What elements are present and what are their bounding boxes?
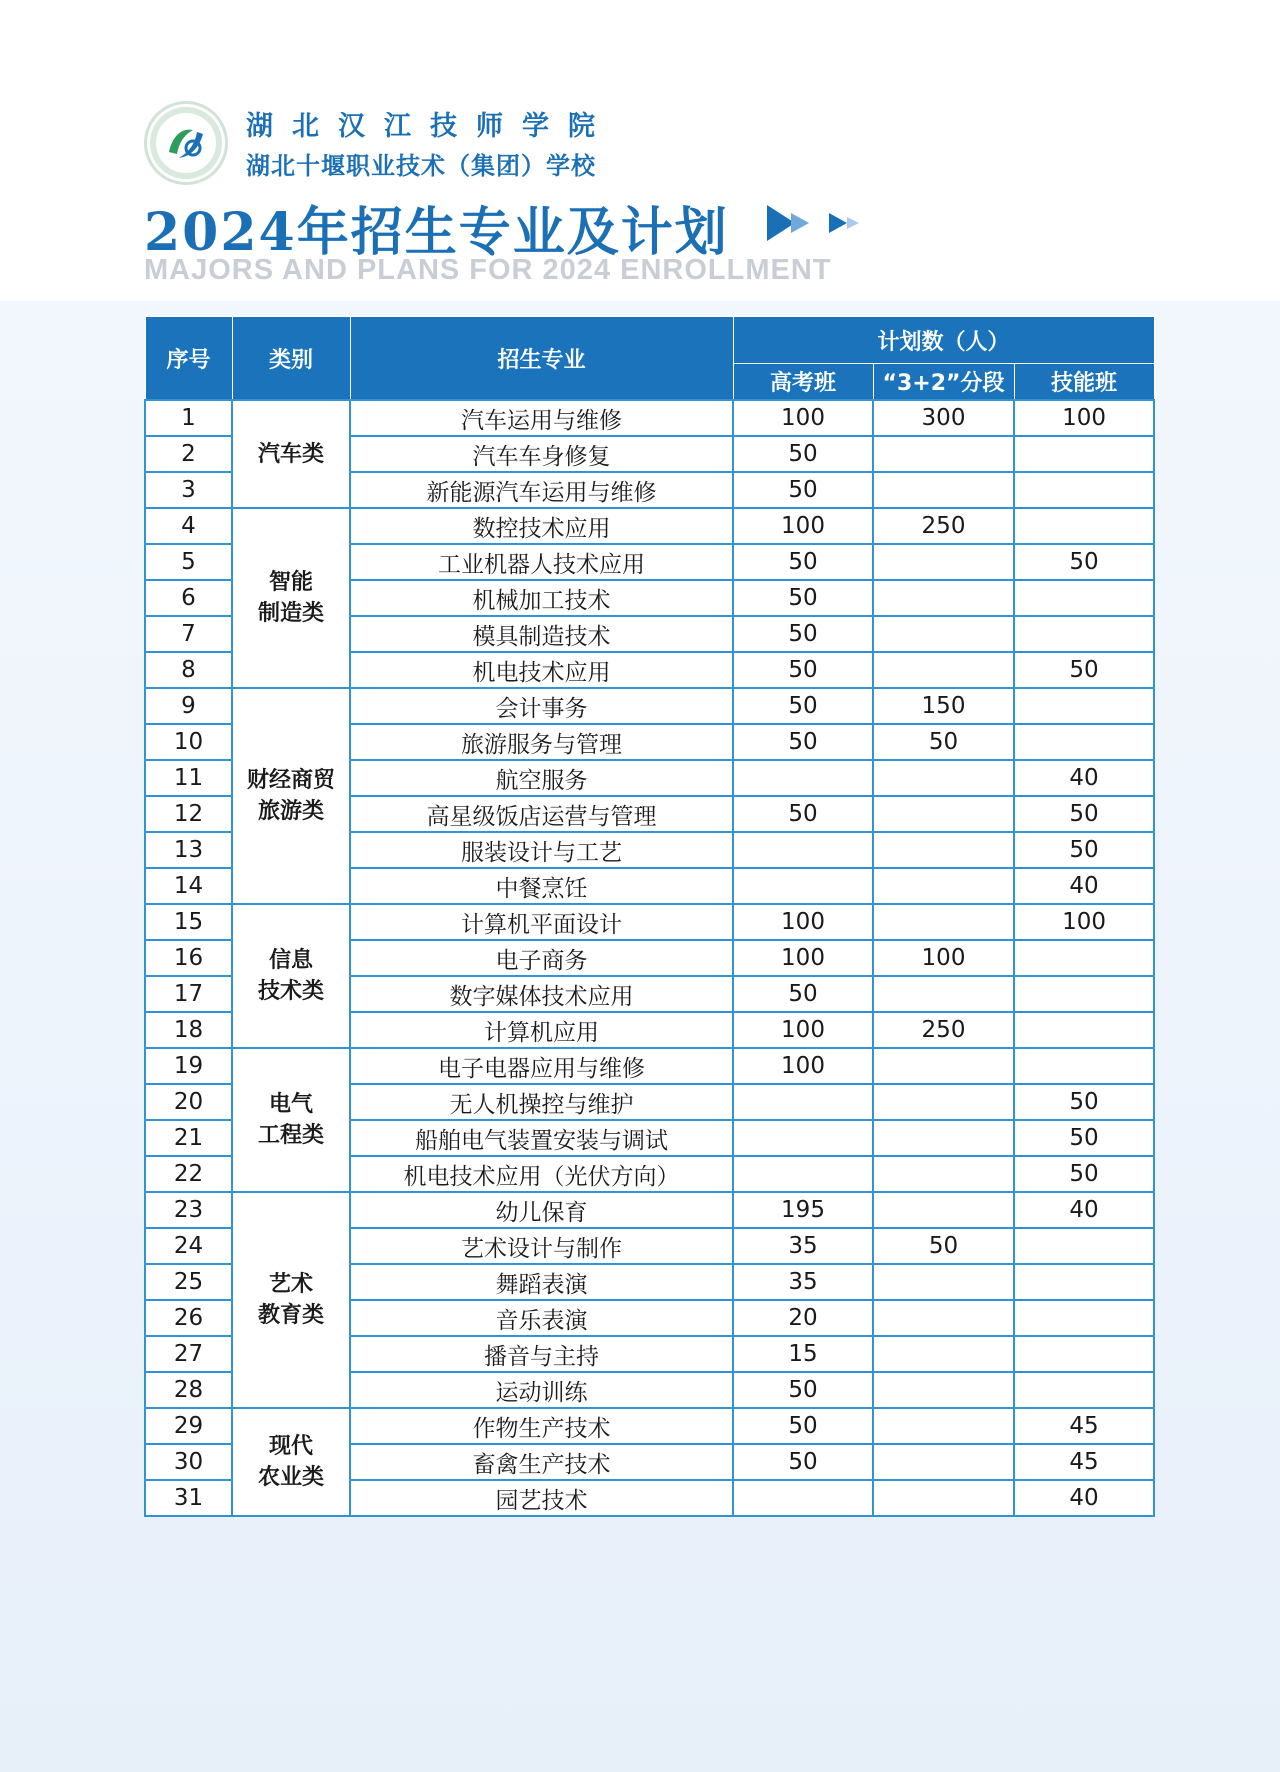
category-label-line: 智能: [268, 570, 313, 595]
three-two-count: [873, 1444, 1014, 1480]
table-row: [145, 688, 1154, 724]
skill-count: [1014, 1264, 1154, 1300]
three-two-count: [873, 1120, 1014, 1156]
gaokao-count: 50: [733, 688, 873, 724]
major-name: 汽车运用与维修: [350, 400, 733, 436]
gaokao-count: [733, 1084, 873, 1120]
row-number: 30: [145, 1444, 232, 1480]
three-two-count: [873, 904, 1014, 940]
major-name: 旅游服务与管理: [350, 724, 733, 760]
gaokao-count: 50: [733, 436, 873, 472]
header-three-two: “3+2”分段: [873, 364, 1014, 401]
row-number: 8: [145, 652, 232, 688]
skill-count: 45: [1014, 1408, 1154, 1444]
major-name: 电子商务: [350, 940, 733, 976]
major-name: 机电技术应用（光伏方向）: [350, 1156, 733, 1192]
three-two-count: 50: [873, 1228, 1014, 1264]
major-name: 数控技术应用: [350, 508, 733, 544]
row-number: 22: [145, 1156, 232, 1192]
gaokao-count: [733, 760, 873, 796]
major-name: 计算机平面设计: [350, 904, 733, 940]
school-name-primary: 湖北汉江技师学院: [246, 111, 614, 142]
gaokao-count: 20: [733, 1300, 873, 1336]
major-name: 音乐表演: [350, 1300, 733, 1336]
row-number: 16: [145, 940, 232, 976]
page-title: 2024年招生专业及计划: [144, 202, 729, 263]
three-two-count: [873, 1300, 1014, 1336]
row-number: 1: [145, 400, 232, 436]
major-name: 服装设计与工艺: [350, 832, 733, 868]
header-no: 序号: [145, 317, 232, 401]
major-name: 新能源汽车运用与维修: [350, 472, 733, 508]
table-body: [145, 400, 1154, 1516]
header-skill: 技能班: [1014, 364, 1154, 401]
skill-count: 100: [1014, 904, 1154, 940]
row-number: 20: [145, 1084, 232, 1120]
three-two-count: [873, 580, 1014, 616]
table-row: [145, 1192, 1154, 1228]
category-label-line: 旅游类: [257, 799, 324, 824]
row-number: 21: [145, 1120, 232, 1156]
skill-count: 50: [1014, 544, 1154, 580]
three-two-count: [873, 868, 1014, 904]
table-row: [145, 508, 1154, 544]
skill-count: [1014, 1372, 1154, 1408]
row-number: 23: [145, 1192, 232, 1228]
skill-count: [1014, 940, 1154, 976]
skill-count: 50: [1014, 796, 1154, 832]
row-number: 31: [145, 1480, 232, 1516]
row-number: 4: [145, 508, 232, 544]
category-label-line: 财经商贸: [246, 768, 335, 793]
skill-count: 50: [1014, 832, 1154, 868]
row-number: 27: [145, 1336, 232, 1372]
row-number: 26: [145, 1300, 232, 1336]
three-two-count: [873, 1372, 1014, 1408]
table-row: [145, 904, 1154, 940]
three-two-count: [873, 1192, 1014, 1228]
category-label-line: 技术类: [257, 979, 324, 1004]
row-number: 17: [145, 976, 232, 1012]
header-major: 招生专业: [350, 317, 733, 401]
skill-count: 40: [1014, 1192, 1154, 1228]
skill-count: 50: [1014, 1084, 1154, 1120]
major-name: 无人机操控与维护: [350, 1084, 733, 1120]
gaokao-count: 50: [733, 796, 873, 832]
school-name-secondary: 湖北十堰职业技术（集团）学校: [246, 152, 596, 180]
skill-count: [1014, 1012, 1154, 1048]
row-number: 25: [145, 1264, 232, 1300]
three-two-count: [873, 1084, 1014, 1120]
skill-count: [1014, 580, 1154, 616]
skill-count: [1014, 1048, 1154, 1084]
major-name: 艺术设计与制作: [350, 1228, 733, 1264]
major-name: 园艺技术: [350, 1480, 733, 1516]
row-number: 7: [145, 616, 232, 652]
three-two-count: [873, 1264, 1014, 1300]
gaokao-count: 50: [733, 1444, 873, 1480]
category-label-line: 教育类: [257, 1303, 324, 1328]
category-cell: [232, 1408, 350, 1516]
skill-count: [1014, 724, 1154, 760]
gaokao-count: 50: [733, 976, 873, 1012]
header-category: 类别: [232, 317, 350, 401]
major-name: 幼儿保育: [350, 1192, 733, 1228]
skill-count: 100: [1014, 400, 1154, 436]
skill-count: [1014, 1300, 1154, 1336]
skill-count: [1014, 472, 1154, 508]
three-two-count: [873, 544, 1014, 580]
row-number: 14: [145, 868, 232, 904]
three-two-count: [873, 616, 1014, 652]
row-number: 19: [145, 1048, 232, 1084]
gaokao-count: 50: [733, 1408, 873, 1444]
gaokao-count: 195: [733, 1192, 873, 1228]
header-plan-count: 计划数（人）: [733, 317, 1154, 364]
three-two-count: [873, 472, 1014, 508]
row-number: 28: [145, 1372, 232, 1408]
row-number: 12: [145, 796, 232, 832]
gaokao-count: 35: [733, 1264, 873, 1300]
skill-count: [1014, 688, 1154, 724]
gaokao-count: 50: [733, 472, 873, 508]
three-two-count: 300: [873, 400, 1014, 436]
major-name: 高星级饭店运营与管理: [350, 796, 733, 832]
skill-count: 40: [1014, 868, 1154, 904]
three-two-count: [873, 976, 1014, 1012]
major-name: 畜禽生产技术: [350, 1444, 733, 1480]
skill-count: [1014, 976, 1154, 1012]
row-number: 3: [145, 472, 232, 508]
gaokao-count: [733, 868, 873, 904]
major-name: 中餐烹饪: [350, 868, 733, 904]
table-row: [145, 1048, 1154, 1084]
gaokao-count: 100: [733, 1012, 873, 1048]
category-cell: [232, 1192, 350, 1408]
row-number: 15: [145, 904, 232, 940]
gaokao-count: 15: [733, 1336, 873, 1372]
category-label-line: 艺术: [268, 1272, 313, 1297]
skill-count: [1014, 1336, 1154, 1372]
page-subtitle-english: MAJORS AND PLANS FOR 2024 ENROLLMENT: [144, 254, 832, 286]
three-two-count: [873, 832, 1014, 868]
major-name: 作物生产技术: [350, 1408, 733, 1444]
major-name: 机械加工技术: [350, 580, 733, 616]
table-row: [145, 1408, 1154, 1444]
gaokao-count: 100: [733, 1048, 873, 1084]
skill-count: 50: [1014, 1120, 1154, 1156]
major-name: 播音与主持: [350, 1336, 733, 1372]
row-number: 13: [145, 832, 232, 868]
gaokao-count: [733, 1480, 873, 1516]
category-cell: [232, 400, 350, 508]
gaokao-count: 50: [733, 580, 873, 616]
gaokao-count: 50: [733, 652, 873, 688]
category-label-line: 汽车类: [257, 441, 324, 467]
gaokao-count: 50: [733, 1372, 873, 1408]
row-number: 2: [145, 436, 232, 472]
category-label-line: 现代: [268, 1434, 313, 1459]
row-number: 24: [145, 1228, 232, 1264]
gaokao-count: [733, 1120, 873, 1156]
three-two-count: [873, 1048, 1014, 1084]
three-two-count: 50: [873, 724, 1014, 760]
skill-count: [1014, 436, 1154, 472]
three-two-count: 100: [873, 940, 1014, 976]
skill-count: 40: [1014, 1480, 1154, 1516]
major-name: 汽车车身修复: [350, 436, 733, 472]
skill-count: [1014, 1228, 1154, 1264]
category-label-line: 工程类: [257, 1123, 324, 1148]
major-name: 舞蹈表演: [350, 1264, 733, 1300]
skill-count: 40: [1014, 760, 1154, 796]
three-two-count: 250: [873, 508, 1014, 544]
major-name: 运动训练: [350, 1372, 733, 1408]
skill-count: 45: [1014, 1444, 1154, 1480]
major-name: 模具制造技术: [350, 616, 733, 652]
row-number: 29: [145, 1408, 232, 1444]
header-gaokao: 高考班: [733, 364, 873, 401]
gaokao-count: 100: [733, 400, 873, 436]
category-label-line: 信息: [268, 948, 313, 973]
major-name: 航空服务: [350, 760, 733, 796]
row-number: 11: [145, 760, 232, 796]
three-two-count: 250: [873, 1012, 1014, 1048]
school-emblem-icon: [144, 101, 228, 185]
gaokao-count: 50: [733, 544, 873, 580]
table-row: [145, 400, 1154, 436]
gaokao-count: 35: [733, 1228, 873, 1264]
skill-count: 50: [1014, 652, 1154, 688]
major-name: 工业机器人技术应用: [350, 544, 733, 580]
major-name: 电子电器应用与维修: [350, 1048, 733, 1084]
three-two-count: [873, 796, 1014, 832]
three-two-count: [873, 1408, 1014, 1444]
major-name: 机电技术应用: [350, 652, 733, 688]
major-name: 船舶电气装置安装与调试: [350, 1120, 733, 1156]
three-two-count: [873, 652, 1014, 688]
skill-count: [1014, 508, 1154, 544]
row-number: 5: [145, 544, 232, 580]
arrow-decoration-icon: [767, 203, 863, 243]
category-label-line: 制造类: [257, 601, 324, 626]
three-two-count: [873, 760, 1014, 796]
row-number: 6: [145, 580, 232, 616]
three-two-count: 150: [873, 688, 1014, 724]
gaokao-count: 100: [733, 940, 873, 976]
three-two-count: [873, 1336, 1014, 1372]
category-cell: [232, 904, 350, 1048]
major-name: 数字媒体技术应用: [350, 976, 733, 1012]
three-two-count: [873, 1156, 1014, 1192]
gaokao-count: [733, 1156, 873, 1192]
three-two-count: [873, 1480, 1014, 1516]
gaokao-count: 50: [733, 724, 873, 760]
category-label-line: 电气: [268, 1092, 313, 1117]
category-cell: [232, 1048, 350, 1192]
row-number: 18: [145, 1012, 232, 1048]
skill-count: 50: [1014, 1156, 1154, 1192]
gaokao-count: 100: [733, 904, 873, 940]
three-two-count: [873, 436, 1014, 472]
gaokao-count: 100: [733, 508, 873, 544]
category-cell: [232, 508, 350, 688]
gaokao-count: 50: [733, 616, 873, 652]
major-name: 计算机应用: [350, 1012, 733, 1048]
skill-count: [1014, 616, 1154, 652]
enrollment-plan-table: [144, 316, 1155, 1517]
gaokao-count: [733, 832, 873, 868]
category-cell: [232, 688, 350, 904]
major-name: 会计事务: [350, 688, 733, 724]
row-number: 9: [145, 688, 232, 724]
row-number: 10: [145, 724, 232, 760]
category-label-line: 农业类: [257, 1465, 324, 1490]
